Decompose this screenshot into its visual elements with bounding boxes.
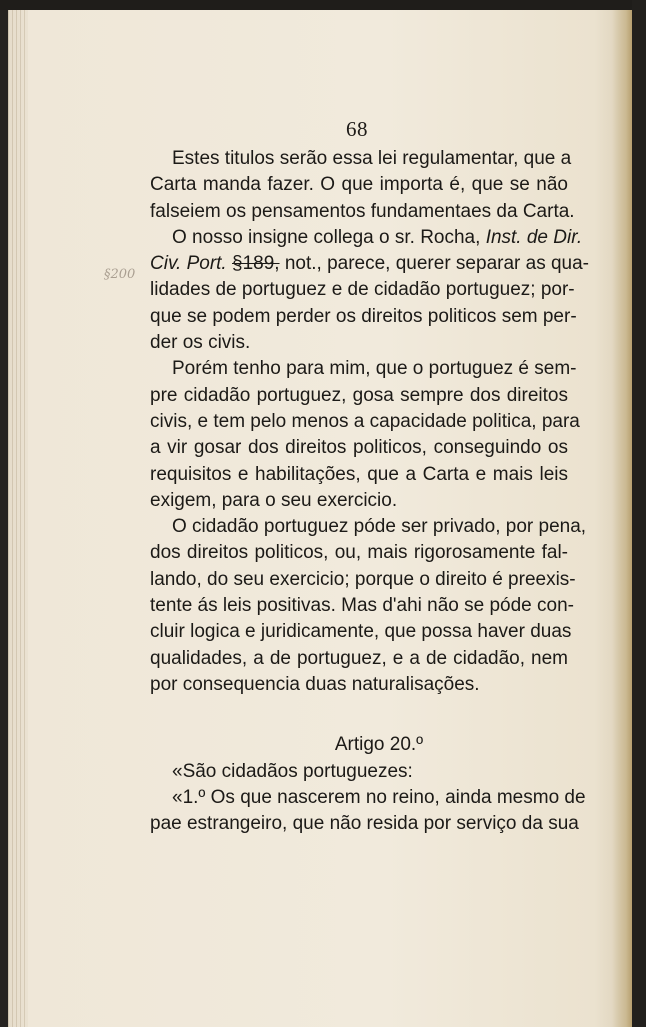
right-border <box>632 0 646 1027</box>
text-line: Estes titulos serão essa lei regulamentar, que a <box>172 148 572 169</box>
text-line: que se podem perder os direitos politicos sem per- <box>150 305 577 327</box>
spacer <box>150 698 568 732</box>
gutter-shadow <box>612 10 632 1027</box>
text-line: qualidades, a de portuguez, e a de cidadão, nem <box>150 647 568 669</box>
article-item-line: pae estrangeiro, que não resida por serviço da sua <box>150 813 579 835</box>
top-border <box>0 0 646 10</box>
text-line: civis, e tem pelo menos a capacidade politica, para <box>150 410 580 432</box>
text-line: exigem, para o seu exercicio. <box>150 489 398 511</box>
text-line: falseiem os pensamentos fundamentaes da Carta. <box>150 200 575 222</box>
text-line: cluir logica e juridicamente, que possa haver duas <box>150 621 572 643</box>
text-line: O nosso insigne collega o sr. Rocha, Inst. de Dir. <box>172 226 583 248</box>
text-line: pre cidadão portuguez, gosa sempre dos direitos <box>150 384 568 406</box>
text-line: O cidadão portuguez póde ser privado, por pena, <box>172 516 587 538</box>
text-line: requisitos e habilitações, que a Carta e mais leis <box>150 463 568 485</box>
article-item-line: «1.º Os que nascerem no reino, ainda mesmo de <box>172 786 586 808</box>
text-line: por consequencia duas naturalisações. <box>150 673 480 695</box>
text-line: Civ. Port. §189, not., parece, querer separar as qua- <box>150 253 590 275</box>
page-number: 68 <box>346 117 368 141</box>
page-edges <box>8 10 28 1027</box>
text-line: der os civis. <box>150 332 251 354</box>
text-line: Carta manda fazer. O que importa é, que se não <box>150 174 568 196</box>
text-line: lando, do seu exercicio; porque o direito é preexis- <box>150 568 576 590</box>
text-line: lidades de portuguez e de cidadão portuguez; por- <box>150 279 575 301</box>
article-heading: Artigo 20.º <box>334 734 424 756</box>
article-intro: «São cidadãos portuguezes: <box>172 760 413 782</box>
text-line: a vir gosar dos direitos politicos, conseguindo os <box>150 437 568 459</box>
margin-note: §200 <box>104 267 136 282</box>
body-text <box>150 146 590 837</box>
text-line: dos direitos politicos, ou, mais rigorosamente fal- <box>150 542 568 564</box>
text-line: Porém tenho para mim, que o portuguez é sem- <box>172 358 577 380</box>
text-line: tente ás leis positivas. Mas d'ahi não se póde con- <box>150 595 574 617</box>
